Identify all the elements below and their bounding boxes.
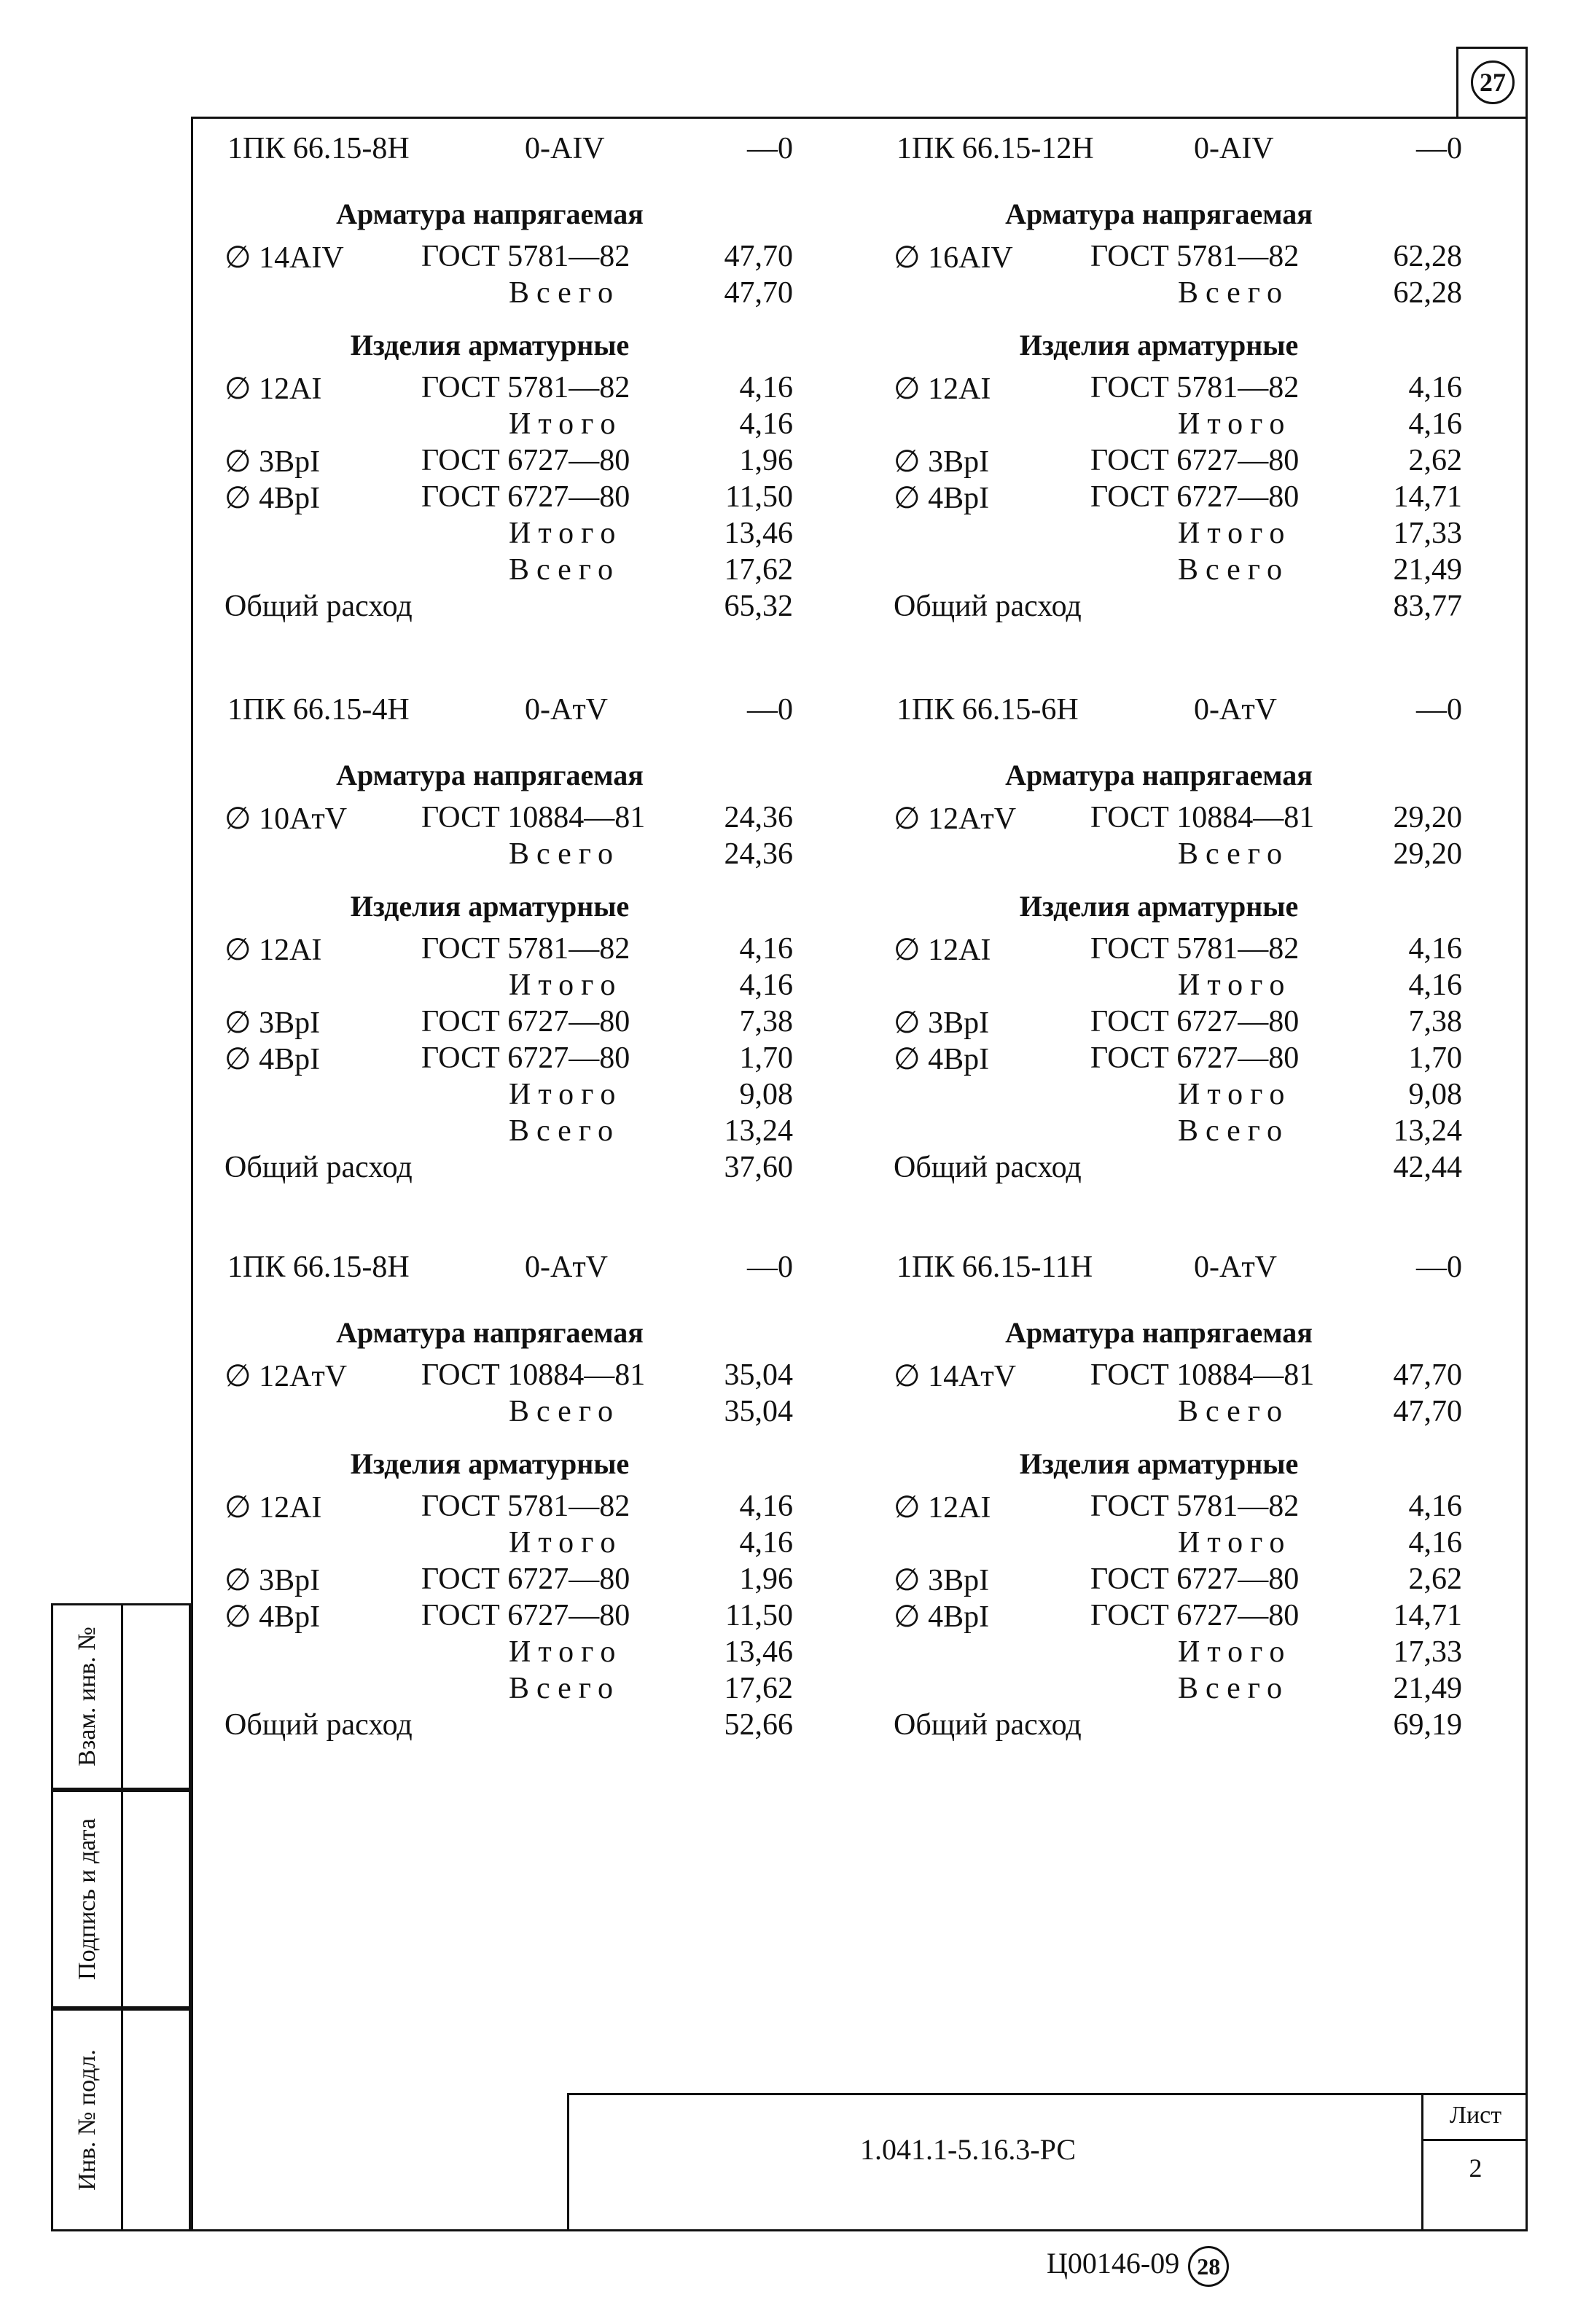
stamp-vzam-label: Взам. инв. № [73,1627,101,1767]
table-row [860,1394,1465,1431]
bar-diameter: ∅ 3BpI [224,445,321,479]
table-row [860,1077,1465,1114]
section-title-prestressed: Арматура напрягаемая [1005,197,1313,230]
grand-total-value: 69,19 [1393,1708,1462,1742]
total-label: Всего [509,1114,620,1148]
total-label: Всего [509,1395,620,1428]
mass-value: 1,70 [739,1041,793,1075]
gost-standard: ГОСТ 6727—80 [1090,1041,1300,1075]
table-row [860,275,1465,312]
dash-value: —0 [747,693,793,727]
product-code: 1ПК 66.15-4Н [227,693,410,727]
table-row [191,837,796,873]
bar-diameter: ∅ 10AтV [224,802,348,836]
product-code: 1ПК 66.15-11Н [896,1251,1093,1284]
mass-value: 11,50 [725,1599,793,1632]
spec-block [191,1250,796,1775]
table-row [860,1671,1465,1707]
table-row [191,407,796,443]
table-row [860,1707,1465,1744]
table-row [860,1562,1465,1598]
total-value: 21,49 [1393,1672,1462,1705]
steel-mark: 0-AIV [1194,132,1274,165]
table-row [191,239,796,275]
table-row [191,1671,796,1707]
grand-total-value: 37,60 [724,1151,793,1184]
spec-block [860,131,1465,656]
grand-total-value: 65,32 [724,590,793,623]
sheet-number: 2 [1469,2153,1483,2183]
table-row [191,1562,796,1598]
total-label: Всего [1178,837,1289,871]
table-row [860,1525,1465,1562]
subtotal-value: 17,33 [1393,517,1462,550]
table-row [191,1635,796,1671]
gost-standard: ГОСТ 6727—80 [1090,444,1300,477]
bar-diameter: ∅ 12AI [894,1491,991,1525]
gost-standard: ГОСТ 10884—81 [1090,1358,1315,1392]
table-row [191,1004,796,1041]
table-row [860,1489,1465,1525]
gost-standard: ГОСТ 5781—82 [1090,1490,1300,1523]
grand-total-label: Общий расход [224,1708,413,1742]
table-row [191,1041,796,1077]
grand-total-label: Общий расход [894,590,1082,623]
sheet-cell [1421,2093,1528,2231]
section-title-prestressed: Арматура напрягаемая [336,197,644,230]
subtotal-value: 4,16 [1408,1526,1462,1560]
stamp-podpis [51,1790,191,2008]
total-value: 62,28 [1393,276,1462,310]
mass-value: 4,16 [1408,932,1462,966]
section-title-products: Изделия арматурные [350,329,630,361]
subtotal-value: 4,16 [739,1526,793,1560]
table-row [191,516,796,552]
gost-standard: ГОСТ 6727—80 [421,444,630,477]
total-value: 17,62 [724,1672,793,1705]
table-row [860,443,1465,480]
steel-mark: 0-AтV [1194,693,1278,727]
table-row [860,370,1465,407]
table-row [191,480,796,516]
gost-standard: ГОСТ 6727—80 [421,1599,630,1632]
stamp-vzam [51,1603,191,1790]
table-row [191,1489,796,1525]
gost-standard: ГОСТ 6727—80 [421,1562,630,1596]
table-row [860,1598,1465,1635]
bar-diameter: ∅ 4BpI [224,482,321,515]
bar-diameter: ∅ 12AI [224,1491,322,1525]
table-row [860,516,1465,552]
total-value: 29,20 [1393,837,1462,871]
gost-standard: ГОСТ 5781—82 [1090,371,1300,404]
total-value: 35,04 [724,1395,793,1428]
mass-value: 4,16 [739,371,793,404]
product-code: 1ПК 66.15-6Н [896,693,1079,727]
mass-value: 7,38 [739,1005,793,1038]
bar-diameter: ∅ 4BpI [894,482,990,515]
steel-mark: 0-AтV [525,693,609,727]
mass-value: 7,38 [1408,1005,1462,1038]
table-row [191,443,796,480]
mass-value: 2,62 [1408,444,1462,477]
table-row [191,1114,796,1150]
table-row [860,1358,1465,1394]
total-label: Всего [1178,1114,1289,1148]
grand-total-label: Общий расход [224,590,413,623]
total-label: Всего [509,553,620,587]
subtotal-label: Итого [1178,1635,1292,1669]
gost-standard: ГОСТ 10884—81 [1090,801,1315,834]
table-row [860,407,1465,443]
table-row [191,589,796,625]
total-value: 17,62 [724,553,793,587]
grand-total-label: Общий расход [894,1151,1082,1184]
gost-standard: ГОСТ 10884—81 [421,801,646,834]
steel-mark: 0-AтV [525,1251,609,1284]
subtotal-value: 4,16 [739,407,793,441]
stamp-inv [51,2008,191,2231]
table-row [860,837,1465,873]
table-row [860,1041,1465,1077]
document-code: 1.041.1-5.16.3-РС [860,2133,1077,2166]
table-row [191,800,796,837]
dash-value: —0 [1416,132,1462,165]
grand-total-value: 42,44 [1393,1151,1462,1184]
mass-value: 29,20 [1393,801,1462,834]
subtotal-value: 4,16 [1408,407,1462,441]
total-label: Всего [509,837,620,871]
gost-standard: ГОСТ 5781—82 [421,371,630,404]
table-row [860,1004,1465,1041]
table-row [860,480,1465,516]
bar-diameter: ∅ 4BpI [224,1043,321,1076]
gost-standard: ГОСТ 6727—80 [421,1005,630,1038]
section-title-prestressed: Арматура напрягаемая [1005,759,1313,791]
subtotal-value: 9,08 [739,1078,793,1111]
stamp-inv-label: Инв. № подл. [73,2049,101,2191]
gost-standard: ГОСТ 10884—81 [421,1358,646,1392]
table-row [191,552,796,589]
subtotal-label: Итого [1178,517,1292,550]
gost-standard: ГОСТ 6727—80 [1090,480,1300,514]
mass-value: 24,36 [724,801,793,834]
gost-standard: ГОСТ 5781—82 [421,1490,630,1523]
gost-standard: ГОСТ 6727—80 [1090,1599,1300,1632]
gost-standard: ГОСТ 6727—80 [1090,1562,1300,1596]
gost-standard: ГОСТ 5781—82 [1090,240,1300,273]
mass-value: 4,16 [739,1490,793,1523]
gost-standard: ГОСТ 6727—80 [421,1041,630,1075]
section-title-prestressed: Арматура напрягаемая [336,1316,644,1349]
section-title-products: Изделия арматурные [350,1447,630,1480]
subtotal-label: Итого [1178,407,1292,441]
table-row [191,1707,796,1744]
mass-value: 47,70 [724,240,793,273]
table-row [191,1394,796,1431]
total-value: 47,70 [1393,1395,1462,1428]
total-label: Всего [509,276,620,310]
total-label: Всего [1178,1395,1289,1428]
gost-standard: ГОСТ 6727—80 [1090,1005,1300,1038]
subtotal-label: Итого [509,407,623,441]
subtotal-label: Итого [509,1078,623,1111]
bar-diameter: ∅ 12AтV [224,1360,348,1393]
mass-value: 1,70 [1408,1041,1462,1075]
dash-value: —0 [1416,1251,1462,1284]
total-value: 47,70 [724,276,793,310]
dash-value: —0 [747,132,793,165]
bar-diameter: ∅ 3BpI [894,445,990,479]
total-label: Всего [1178,1672,1289,1705]
bar-diameter: ∅ 3BpI [894,1006,990,1040]
subtotal-value: 13,46 [724,517,793,550]
spec-block [860,692,1465,1217]
table-row [860,800,1465,837]
section-title-products: Изделия арматурные [1019,1447,1299,1480]
table-row [191,1077,796,1114]
table-row [191,1598,796,1635]
bar-diameter: ∅ 12AI [894,934,991,967]
mass-value: 14,71 [1393,480,1462,514]
page-number-box [1456,47,1528,117]
gost-standard: ГОСТ 5781—82 [421,932,630,966]
dash-value: —0 [747,1251,793,1284]
section-title-products: Изделия арматурные [1019,329,1299,361]
bar-diameter: ∅ 12AI [894,372,991,406]
steel-mark: 0-AтV [1194,1251,1278,1284]
table-row [191,1358,796,1394]
spec-block [860,1250,1465,1775]
bar-diameter: ∅ 4BpI [894,1043,990,1076]
mass-value: 35,04 [724,1358,793,1392]
mass-value: 62,28 [1393,240,1462,273]
bar-diameter: ∅ 4BpI [224,1600,321,1634]
total-value: 13,24 [1393,1114,1462,1148]
section-title-prestressed: Арматура напрягаемая [1005,1316,1313,1349]
mass-value: 4,16 [739,932,793,966]
table-row [860,1114,1465,1150]
section-title-products: Изделия арматурные [1019,890,1299,923]
spec-block [191,131,796,656]
gost-standard: ГОСТ 6727—80 [421,480,630,514]
subtotal-label: Итого [509,1635,623,1669]
sheet-label: Лист [1423,2093,1528,2141]
table-row [860,589,1465,625]
total-value: 24,36 [724,837,793,871]
table-row [860,1150,1465,1186]
subtotal-label: Итого [1178,1078,1292,1111]
bar-diameter: ∅ 14AтV [894,1360,1017,1393]
subtotal-value: 4,16 [1408,969,1462,1002]
table-row [860,968,1465,1004]
table-row [191,1525,796,1562]
grand-total-label: Общий расход [894,1708,1082,1742]
subtotal-value: 9,08 [1408,1078,1462,1111]
bar-diameter: ∅ 3BpI [224,1006,321,1040]
section-title-prestressed: Арматура напрягаемая [336,759,644,791]
subtotal-label: Итого [509,969,623,1002]
table-row [191,931,796,968]
table-row [860,931,1465,968]
gost-standard: ГОСТ 5781—82 [421,240,630,273]
subtotal-label: Итого [1178,969,1292,1002]
footer [1047,2246,1229,2287]
steel-mark: 0-AIV [525,132,605,165]
subtotal-value: 4,16 [739,969,793,1002]
stamp-podpis-label: Подпись и дата [73,1818,101,1980]
total-value: 13,24 [724,1114,793,1148]
product-code: 1ПК 66.15-12Н [896,132,1094,165]
section-title-products: Изделия арматурные [350,890,630,923]
subtotal-label: Итого [509,1526,623,1560]
subtotal-value: 13,46 [724,1635,793,1669]
dash-value: —0 [1416,693,1462,727]
table-row [191,275,796,312]
mass-value: 2,62 [1408,1562,1462,1596]
subtotal-label: Итого [1178,1526,1292,1560]
mass-value: 11,50 [725,480,793,514]
grand-total-value: 83,77 [1393,590,1462,623]
spec-block [191,692,796,1217]
mass-value: 4,16 [1408,371,1462,404]
page-number-top: 27 [1471,60,1515,104]
product-code: 1ПК 66.15-8Н [227,132,410,165]
mass-value: 14,71 [1393,1599,1462,1632]
footer-code: Ц00146-09 [1047,2247,1180,2280]
mass-value: 1,96 [739,1562,793,1596]
gost-standard: ГОСТ 5781—82 [1090,932,1300,966]
bar-diameter: ∅ 4BpI [894,1600,990,1634]
table-row [860,239,1465,275]
mass-value: 1,96 [739,444,793,477]
subtotal-value: 17,33 [1393,1635,1462,1669]
table-row [860,1635,1465,1671]
grand-total-label: Общий расход [224,1151,413,1184]
bar-diameter: ∅ 12AI [224,372,322,406]
bar-diameter: ∅ 12AI [224,934,322,967]
total-label: Всего [1178,276,1289,310]
table-row [860,552,1465,589]
bar-diameter: ∅ 3BpI [224,1564,321,1597]
bar-diameter: ∅ 16AIV [894,241,1013,275]
total-label: Всего [1178,553,1289,587]
product-code: 1ПК 66.15-8Н [227,1251,410,1284]
bar-diameter: ∅ 14AIV [224,241,344,275]
footer-circle: 28 [1188,2246,1229,2287]
table-row [191,370,796,407]
total-value: 21,49 [1393,553,1462,587]
bar-diameter: ∅ 3BpI [894,1564,990,1597]
bar-diameter: ∅ 12AтV [894,802,1017,836]
table-row [191,968,796,1004]
mass-value: 47,70 [1393,1358,1462,1392]
subtotal-label: Итого [509,517,623,550]
total-label: Всего [509,1672,620,1705]
mass-value: 4,16 [1408,1490,1462,1523]
grand-total-value: 52,66 [724,1708,793,1742]
table-row [191,1150,796,1186]
